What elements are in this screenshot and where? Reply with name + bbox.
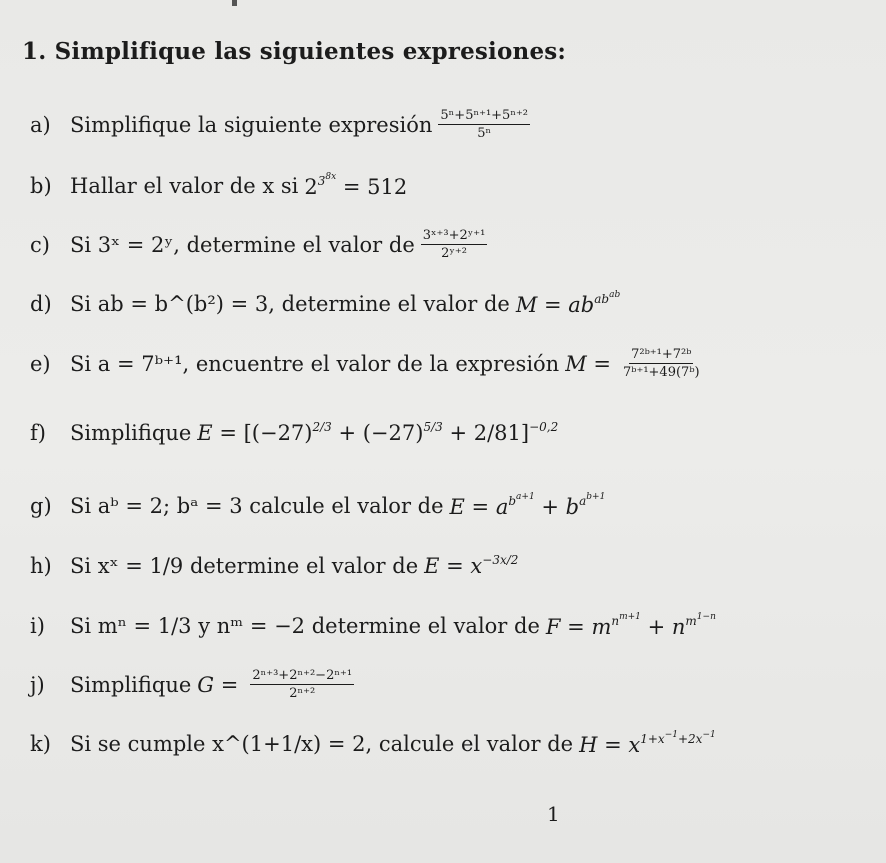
fraction-numerator: 5ⁿ+5ⁿ⁺¹+5ⁿ⁺² <box>440 108 529 123</box>
math-expression: $E = [(-27)^{2/3} + (-27)^{5/3} + 2/81]^{-0,2}$ <box>197 420 559 445</box>
item-d <box>30 290 626 317</box>
item-a <box>30 108 536 141</box>
math-expression: $E = a^{b^{a+1}} + b^{a^{b+1}}$ <box>449 492 606 519</box>
math-expression: $2^{3^{8x}} = 512$ <box>304 172 408 199</box>
fraction-denominator: 2ʸ⁺² <box>441 246 468 261</box>
item-b <box>30 172 413 199</box>
math-expression: $E = x^{-3x/2}$ <box>424 553 519 578</box>
math-expression: $M = ab^{ab^{ab}}$ <box>515 290 621 317</box>
item-letter: j) <box>30 672 45 697</box>
item-text: Simplifique <box>70 420 192 445</box>
item-text: Si a = 7ᵇ⁺¹, encuentre el valor de la expresión <box>70 351 560 376</box>
item-c <box>30 228 493 261</box>
fraction-numerator: 2ⁿ⁺³+2ⁿ⁺²−2ⁿ⁺¹ <box>252 668 353 683</box>
item-letter: a) <box>30 112 51 137</box>
math-lhs: G = <box>197 672 239 697</box>
item-text: Si xˣ = 1/9 determine el valor de <box>70 553 419 578</box>
item-text: Si ab = b^(b²) = 3, determine el valor de <box>70 291 510 316</box>
item-j <box>30 668 360 701</box>
fraction-denominator: 2ⁿ⁺² <box>289 686 316 701</box>
fraction-denominator: 5ⁿ <box>477 126 492 141</box>
item-i <box>30 612 722 639</box>
math-expression: $H = x^{1+x^{-1}+2x^{-1}}$ <box>579 730 716 757</box>
item-letter: b) <box>30 173 52 198</box>
item-letter: i) <box>30 613 45 638</box>
item-g <box>30 492 611 519</box>
item-letter: g) <box>30 493 52 518</box>
top-mark <box>232 0 237 6</box>
math-lhs: M = <box>565 351 611 376</box>
item-text: Hallar el valor de x si <box>70 173 299 198</box>
item-letter: d) <box>30 291 52 316</box>
item-letter: k) <box>30 731 51 756</box>
item-text: Si 3ˣ = 2ʸ, determine el valor de <box>70 232 415 257</box>
page-number: 1 <box>547 802 560 826</box>
item-h <box>30 553 524 578</box>
item-text: Si mⁿ = 1/3 y nᵐ = −2 determine el valor de <box>70 613 540 638</box>
item-text: Simplifique la siguiente expresión <box>70 112 433 137</box>
exercise-heading: 1. Simplifique las siguientes expresiones: <box>22 38 567 65</box>
item-k <box>30 730 722 757</box>
item-letter: c) <box>30 232 50 257</box>
fraction-numerator: 7²ᵇ⁺¹+7²ᵇ <box>631 347 692 362</box>
item-text: Si se cumple x^(1+1/x) = 2, calcule el valor de <box>70 731 574 756</box>
math-expression: $F = m^{n^{m+1}} + n^{m^{1-n}}$ <box>545 612 716 639</box>
item-letter: e) <box>30 351 51 376</box>
item-f <box>30 420 564 445</box>
fraction-expression <box>421 228 488 261</box>
fraction-expression <box>623 347 700 380</box>
fraction-numerator: 3ˣ⁺³+2ʸ⁺¹ <box>422 228 486 243</box>
item-e <box>30 347 706 380</box>
fraction-expression <box>250 668 354 701</box>
fraction-expression <box>438 108 530 141</box>
item-text: Simplifique <box>70 672 192 697</box>
item-letter: f) <box>30 420 46 445</box>
fraction-denominator: 7ᵇ⁺¹+49(7ᵇ) <box>623 365 700 380</box>
item-letter: h) <box>30 553 52 578</box>
item-text: Si aᵇ = 2; bᵃ = 3 calcule el valor de <box>70 493 444 518</box>
